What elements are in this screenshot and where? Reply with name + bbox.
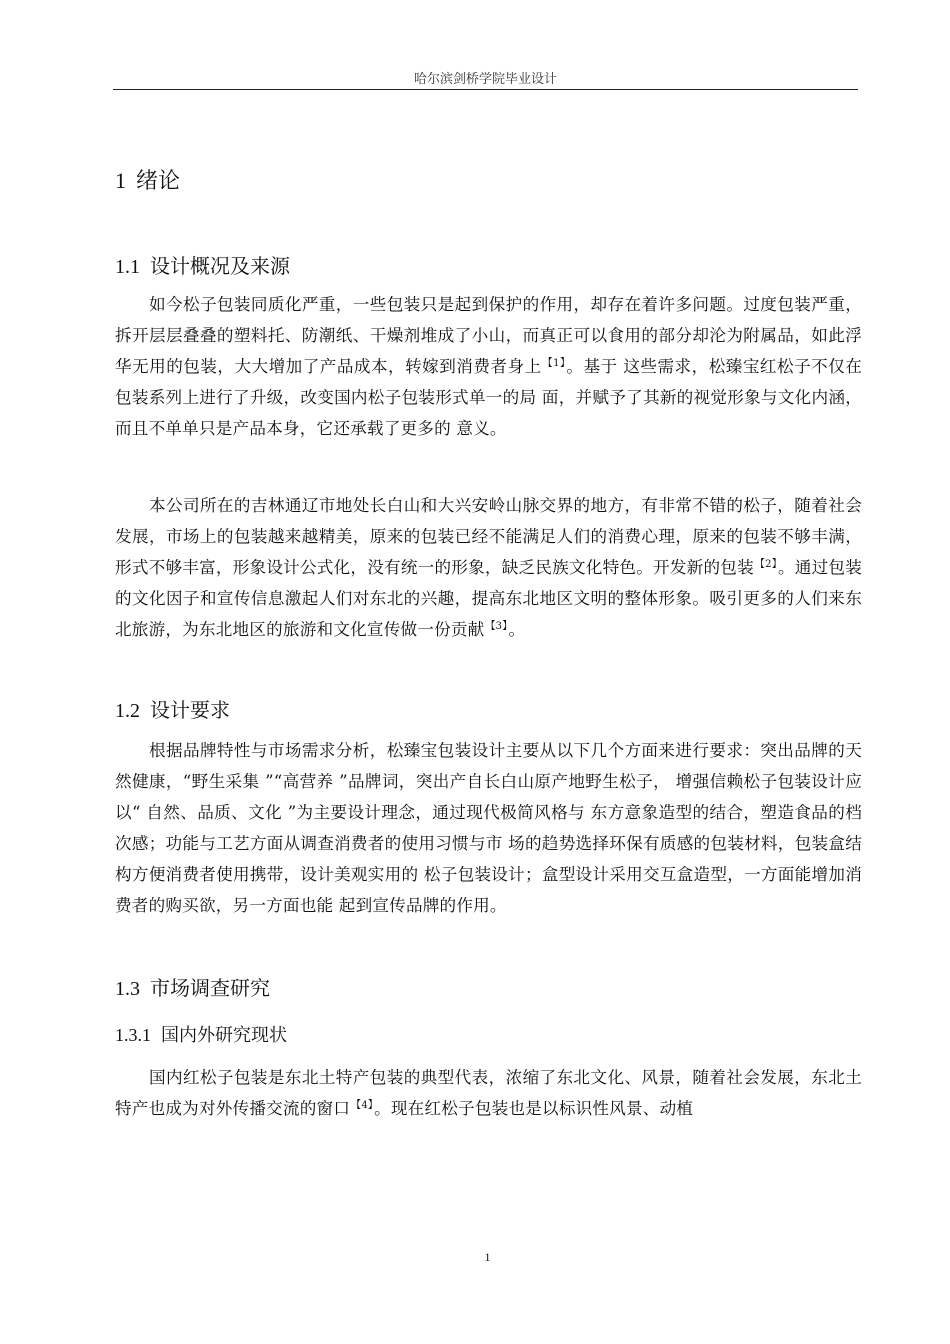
paragraph-text: 国内红松子包装是东北土特产包装的典型代表，浓缩了东北文化、风景，随着社会发展，东北土特产也成为对外传播交流的窗口 [115, 1068, 862, 1118]
subsection-heading-1-3-1 [115, 1021, 287, 1047]
section-heading-1-2 [115, 694, 230, 723]
chapter-number: 1 [115, 168, 126, 193]
paragraph-text: 如今松子包装同质化严重，一些包装只是起到保护的作用，却存在着许多问题。过度包装严重，拆开层层叠叠的塑料托、防潮纸、干燥剂堆成了小山，而真正可以食用的部分却沦为附属品，如此浮华无用的包装，大大增加了产品成本，转嫁到消费者身上 [115, 295, 862, 376]
section-heading-1-1 [115, 250, 290, 279]
paragraph-1-1-a [115, 289, 862, 444]
citation-marker: 【4】 [351, 1100, 374, 1111]
paragraph-text: 。通过包装的文化因子和宣传信息激起人们对东北的兴趣，提高东北地区文明的整体形象。吸引更多的人们来东北旅游，为东北地区的旅游和文化宣传做一份贡献 [115, 558, 863, 639]
header-rule [113, 89, 858, 90]
paragraph-text: 。基于 这些需求，松臻宝红松子不仅在包装系列上进行了升级，改变国内松子包装形式单一的局 面，并赋予了其新的视觉形象与文化内涵，而且不单单只是产品本身，它还承载了更多的 意义。 [115, 357, 863, 438]
section-heading-1-3 [115, 972, 270, 1001]
chapter-title: 绪论 [136, 169, 181, 194]
subsection-title: 国内外研究现状 [161, 1025, 287, 1046]
citation-marker: 【2】 [754, 559, 777, 570]
section-number: 1.3 [115, 978, 140, 1000]
section-title: 设计概况及来源 [150, 254, 290, 278]
paragraph-text: 。 [508, 620, 526, 639]
chapter-heading [115, 164, 180, 195]
page-number: 1 [484, 1250, 491, 1264]
paragraph-1-2 [115, 735, 862, 921]
paragraph-text: 。现在红松子包装也是以标识性风景、动植 [374, 1099, 694, 1118]
section-number: 1.1 [115, 256, 140, 278]
paragraph-text: 本公司所在的吉林通辽市地处长白山和大兴安岭山脉交界的地方，有非常不错的松子，随着社会发展，市场上的包装越来越精美，原来的包装已经不能满足人们的消费心理，原来的包装不够丰满，形式不够丰富，形象设计公式化，没有统一的形象，缺乏民族文化特色。开发新的包装 [115, 496, 862, 577]
running-header: 哈尔滨剑桥学院毕业设计 [413, 72, 557, 87]
section-title: 市场调查研究 [150, 976, 270, 1000]
citation-marker: 【1】 [542, 358, 566, 369]
citation-marker: 【3】 [485, 621, 508, 632]
subsection-number: 1.3.1 [115, 1025, 151, 1045]
paragraph-1-1-b [115, 490, 862, 645]
paragraph-text: 根据品牌特性与市场需求分析，松臻宝包装设计主要从以下几个方面来进行要求：突出品牌的天然健康，“野生采集 ”“高营养 ”品牌词，突出产自长白山原产地野生松子， 增强信赖松子包装设计应以“ 自然、品质、文化 ”为主要设计理念，通过现代极简风格与 东方意象造型的结合，塑造食品的档次感；功能与工艺方面从调查消费者的使用习惯与市 场的趋势选择环保有质感的包装材料，包装盒结构方便消费者使用携带，设计美观实用的 松子包装设计；盒型设计采用交互盒造型，一方面能增加消费者的购买欲，另一方面也能 起到宣传品牌的作用。 [115, 741, 862, 915]
section-number: 1.2 [115, 700, 140, 722]
section-title: 设计要求 [150, 698, 230, 722]
paragraph-1-3-1 [115, 1062, 862, 1124]
